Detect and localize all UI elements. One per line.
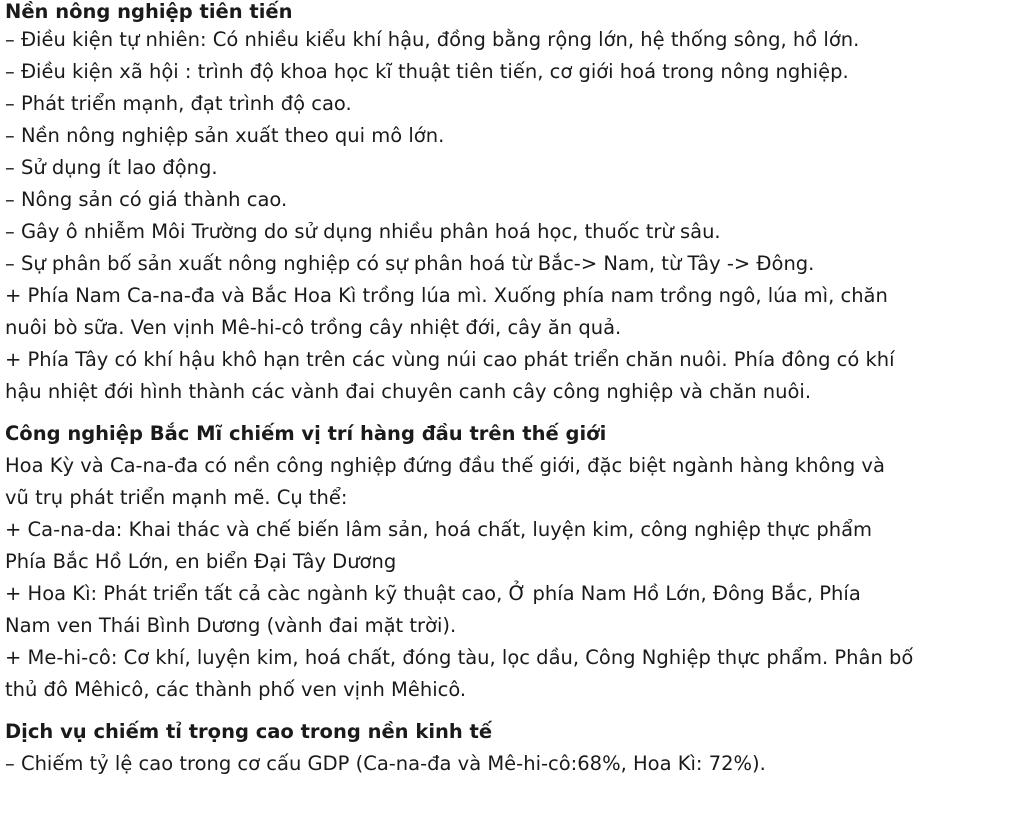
text-line: thủ đô Mêhicô, các thành phố ven vịnh Mêhicô.	[5, 678, 467, 701]
text-line: – Nông sản có giá thành cao.	[5, 188, 288, 211]
text-line: + Ca-na-da: Khai thác và chế biến lâm sản, hoá chất, luyện kim, công nghiệp thực phẩm	[5, 518, 873, 541]
section-industry	[5, 418, 1018, 706]
text-line: + Phía Nam Ca-na-đa và Bắc Hoa Kì trồng lúa mì. Xuống phía nam trồng ngô, lúa mì, chăn	[5, 284, 888, 307]
text-line: nuôi bò sữa. Ven vịnh Mê-hi-cô trồng cây nhiệt đới, cây ăn quả.	[5, 316, 622, 339]
text-line: vũ trụ phát triển mạnh mẽ. Cụ thể:	[5, 486, 348, 509]
text-line: – Nền nông nghiệp sản xuất theo qui mô lớn.	[5, 124, 445, 147]
text-line: + Me-hi-cô: Cơ khí, luyện kim, hoá chất, đóng tàu, lọc dầu, Công Nghiệp thực phẩm. Phân bố	[5, 646, 914, 669]
text-line: + Phía Tây có khí hậu khô hạn trên các vùng núi cao phát triển chăn nuôi. Phía đông có khí	[5, 348, 895, 371]
text-line: hậu nhiệt đới hình thành các vành đai chuyên canh cây công nghiệp và chăn nuôi.	[5, 380, 812, 403]
section-title: Công nghiệp Bắc Mĩ chiếm vị trí hàng đầu trên thế giới	[5, 422, 607, 445]
text-line: – Phát triển mạnh, đạt trình độ cao.	[5, 92, 352, 115]
text-line: Hoa Kỳ và Ca-na-đa có nền công nghiệp đứng đầu thế giới, đặc biệt ngành hàng không và	[5, 454, 885, 477]
text-line: Phía Bắc Hồ Lớn, en biển Đại Tây Dương	[5, 550, 397, 573]
text-line: – Sự phân bố sản xuất nông nghiệp có sự phân hoá từ Bắc-> Nam, từ Tây -> Đông.	[5, 252, 815, 275]
text-line: – Sử dụng ít lao động.	[5, 156, 218, 179]
section-agriculture	[5, 0, 1018, 408]
section-services	[5, 716, 1018, 780]
section-title: Nền nông nghiệp tiên tiến	[5, 0, 293, 23]
text-line: + Hoa Kì: Phát triển tất cả càc ngành kỹ thuật cao, Ở phía Nam Hồ Lớn, Đông Bắc, Phía	[5, 582, 861, 605]
text-line: Nam ven Thái Bình Dương (vành đai mặt trời).	[5, 614, 457, 637]
section-title: Dịch vụ chiếm tỉ trọng cao trong nền kinh tế	[5, 720, 493, 743]
text-line: – Điều kiện xã hội : trình độ khoa học kĩ thuật tiên tiến, cơ giới hoá trong nông nghiệp.	[5, 60, 849, 83]
text-line: – Điều kiện tự nhiên: Có nhiều kiểu khí hậu, đồng bằng rộng lớn, hệ thống sông, hồ lớn.	[5, 28, 860, 51]
text-line: – Gây ô nhiễm Môi Trường do sử dụng nhiều phân hoá học, thuốc trừ sâu.	[5, 220, 721, 243]
text-line: – Chiếm tỷ lệ cao trong cơ cấu GDP (Ca-na-đa và Mê-hi-cô:68%, Hoa Kì: 72%).	[5, 752, 766, 775]
